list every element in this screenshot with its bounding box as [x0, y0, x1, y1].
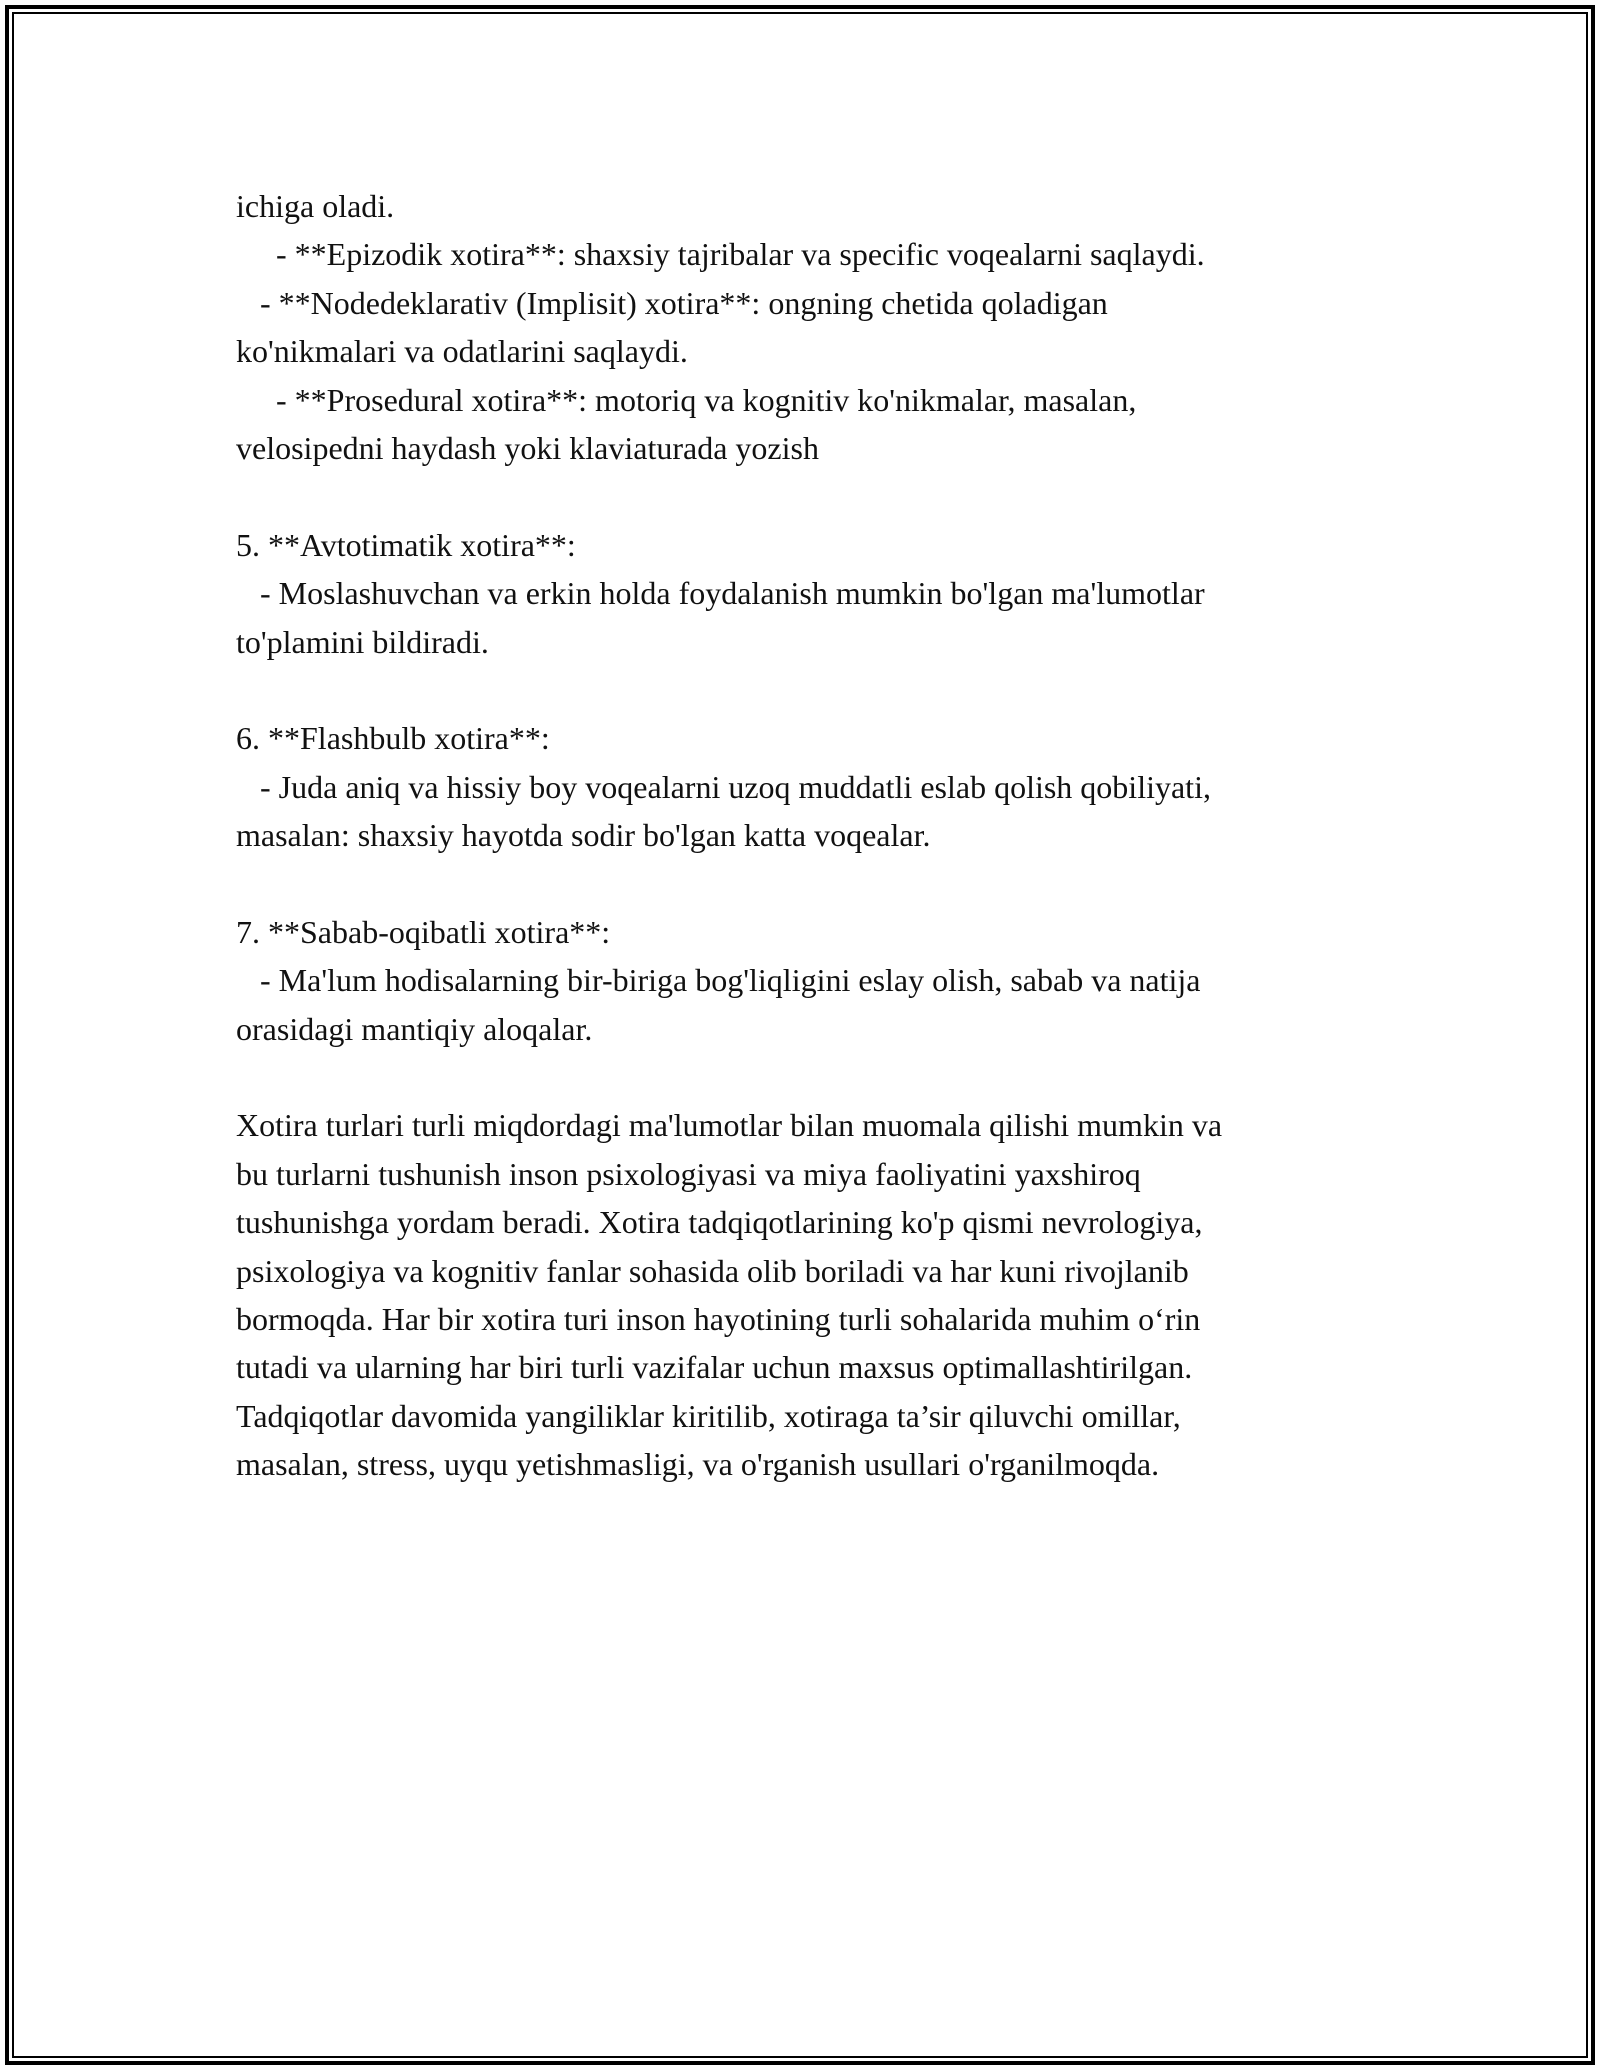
section-heading: 6. **Flashbulb xotira**:	[236, 720, 550, 757]
blank-line	[236, 472, 1386, 520]
text-line: - Ma'lum hodisalarning bir-biriga bog'liqligini eslay olish, sabab va natija	[236, 962, 1201, 999]
paragraph-line: masalan, stress, uyqu yetishmasligi, va o'rganish usullari o'rganilmoqda.	[236, 1446, 1160, 1483]
text-line: to'plamini bildiradi.	[236, 623, 489, 660]
text-line: velosipedni haydash yoki klaviaturada yozish	[236, 429, 819, 466]
text-line: - Moslashuvchan va erkin holda foydalanish mumkin bo'lgan ma'lumotlar	[236, 575, 1205, 612]
section-heading: 7. **Sabab-oqibatli xotira**:	[236, 913, 611, 950]
text-line: - Juda aniq va hissiy boy voqealarni uzoq muddatli eslab qolish qobiliyati,	[236, 768, 1211, 805]
blank-line	[236, 859, 1386, 907]
text-line: - **Epizodik xotira**: shaxsiy tajribalar va specific voqealarni saqlaydi.	[236, 236, 1205, 273]
paragraph-line: tushunishga yordam beradi. Xotira tadqiqotlarining ko'p qismi nevrologiya,	[236, 1204, 1203, 1241]
text-line: orasidagi mantiqiy aloqalar.	[236, 1010, 593, 1047]
document-body	[236, 182, 1386, 1489]
blank-line	[236, 666, 1386, 714]
text-line: - **Nodedeklarativ (Implisit) xotira**: ongning chetida qoladigan	[236, 284, 1108, 321]
text-line: ko'nikmalari va odatlarini saqlaydi.	[236, 333, 688, 370]
text-line: masalan: shaxsiy hayotda sodir bo'lgan katta voqealar.	[236, 817, 931, 854]
paragraph-line: bormoqda. Har bir xotira turi inson hayotining turli sohalarida muhim o‘rin	[236, 1300, 1201, 1337]
section-heading: 5. **Avtotimatik xotira**:	[236, 526, 576, 563]
paragraph-line: psixologiya va kognitiv fanlar sohasida olib boriladi va har kuni rivojlanib	[236, 1252, 1189, 1289]
text-line: ichiga oladi.	[236, 188, 395, 224]
paragraph-line: Tadqiqotlar davomida yangiliklar kiritilib, xotiraga ta’sir qiluvchi omillar,	[236, 1397, 1181, 1434]
paragraph-line: bu turlarni tushunish inson psixologiyasi va miya faoliyatini yaxshiroq	[236, 1155, 1141, 1192]
paragraph-line: tutadi va ularning har biri turli vazifalar uchun maxsus optimallashtirilgan.	[236, 1349, 1193, 1386]
paragraph-line: Xotira turlari turli miqdordagi ma'lumotlar bilan muomala qilishi mumkin va	[236, 1107, 1223, 1144]
text-line: - **Prosedural xotira**: motoriq va kognitiv ko'nikmalar, masalan,	[236, 381, 1137, 418]
blank-line	[236, 1053, 1386, 1101]
